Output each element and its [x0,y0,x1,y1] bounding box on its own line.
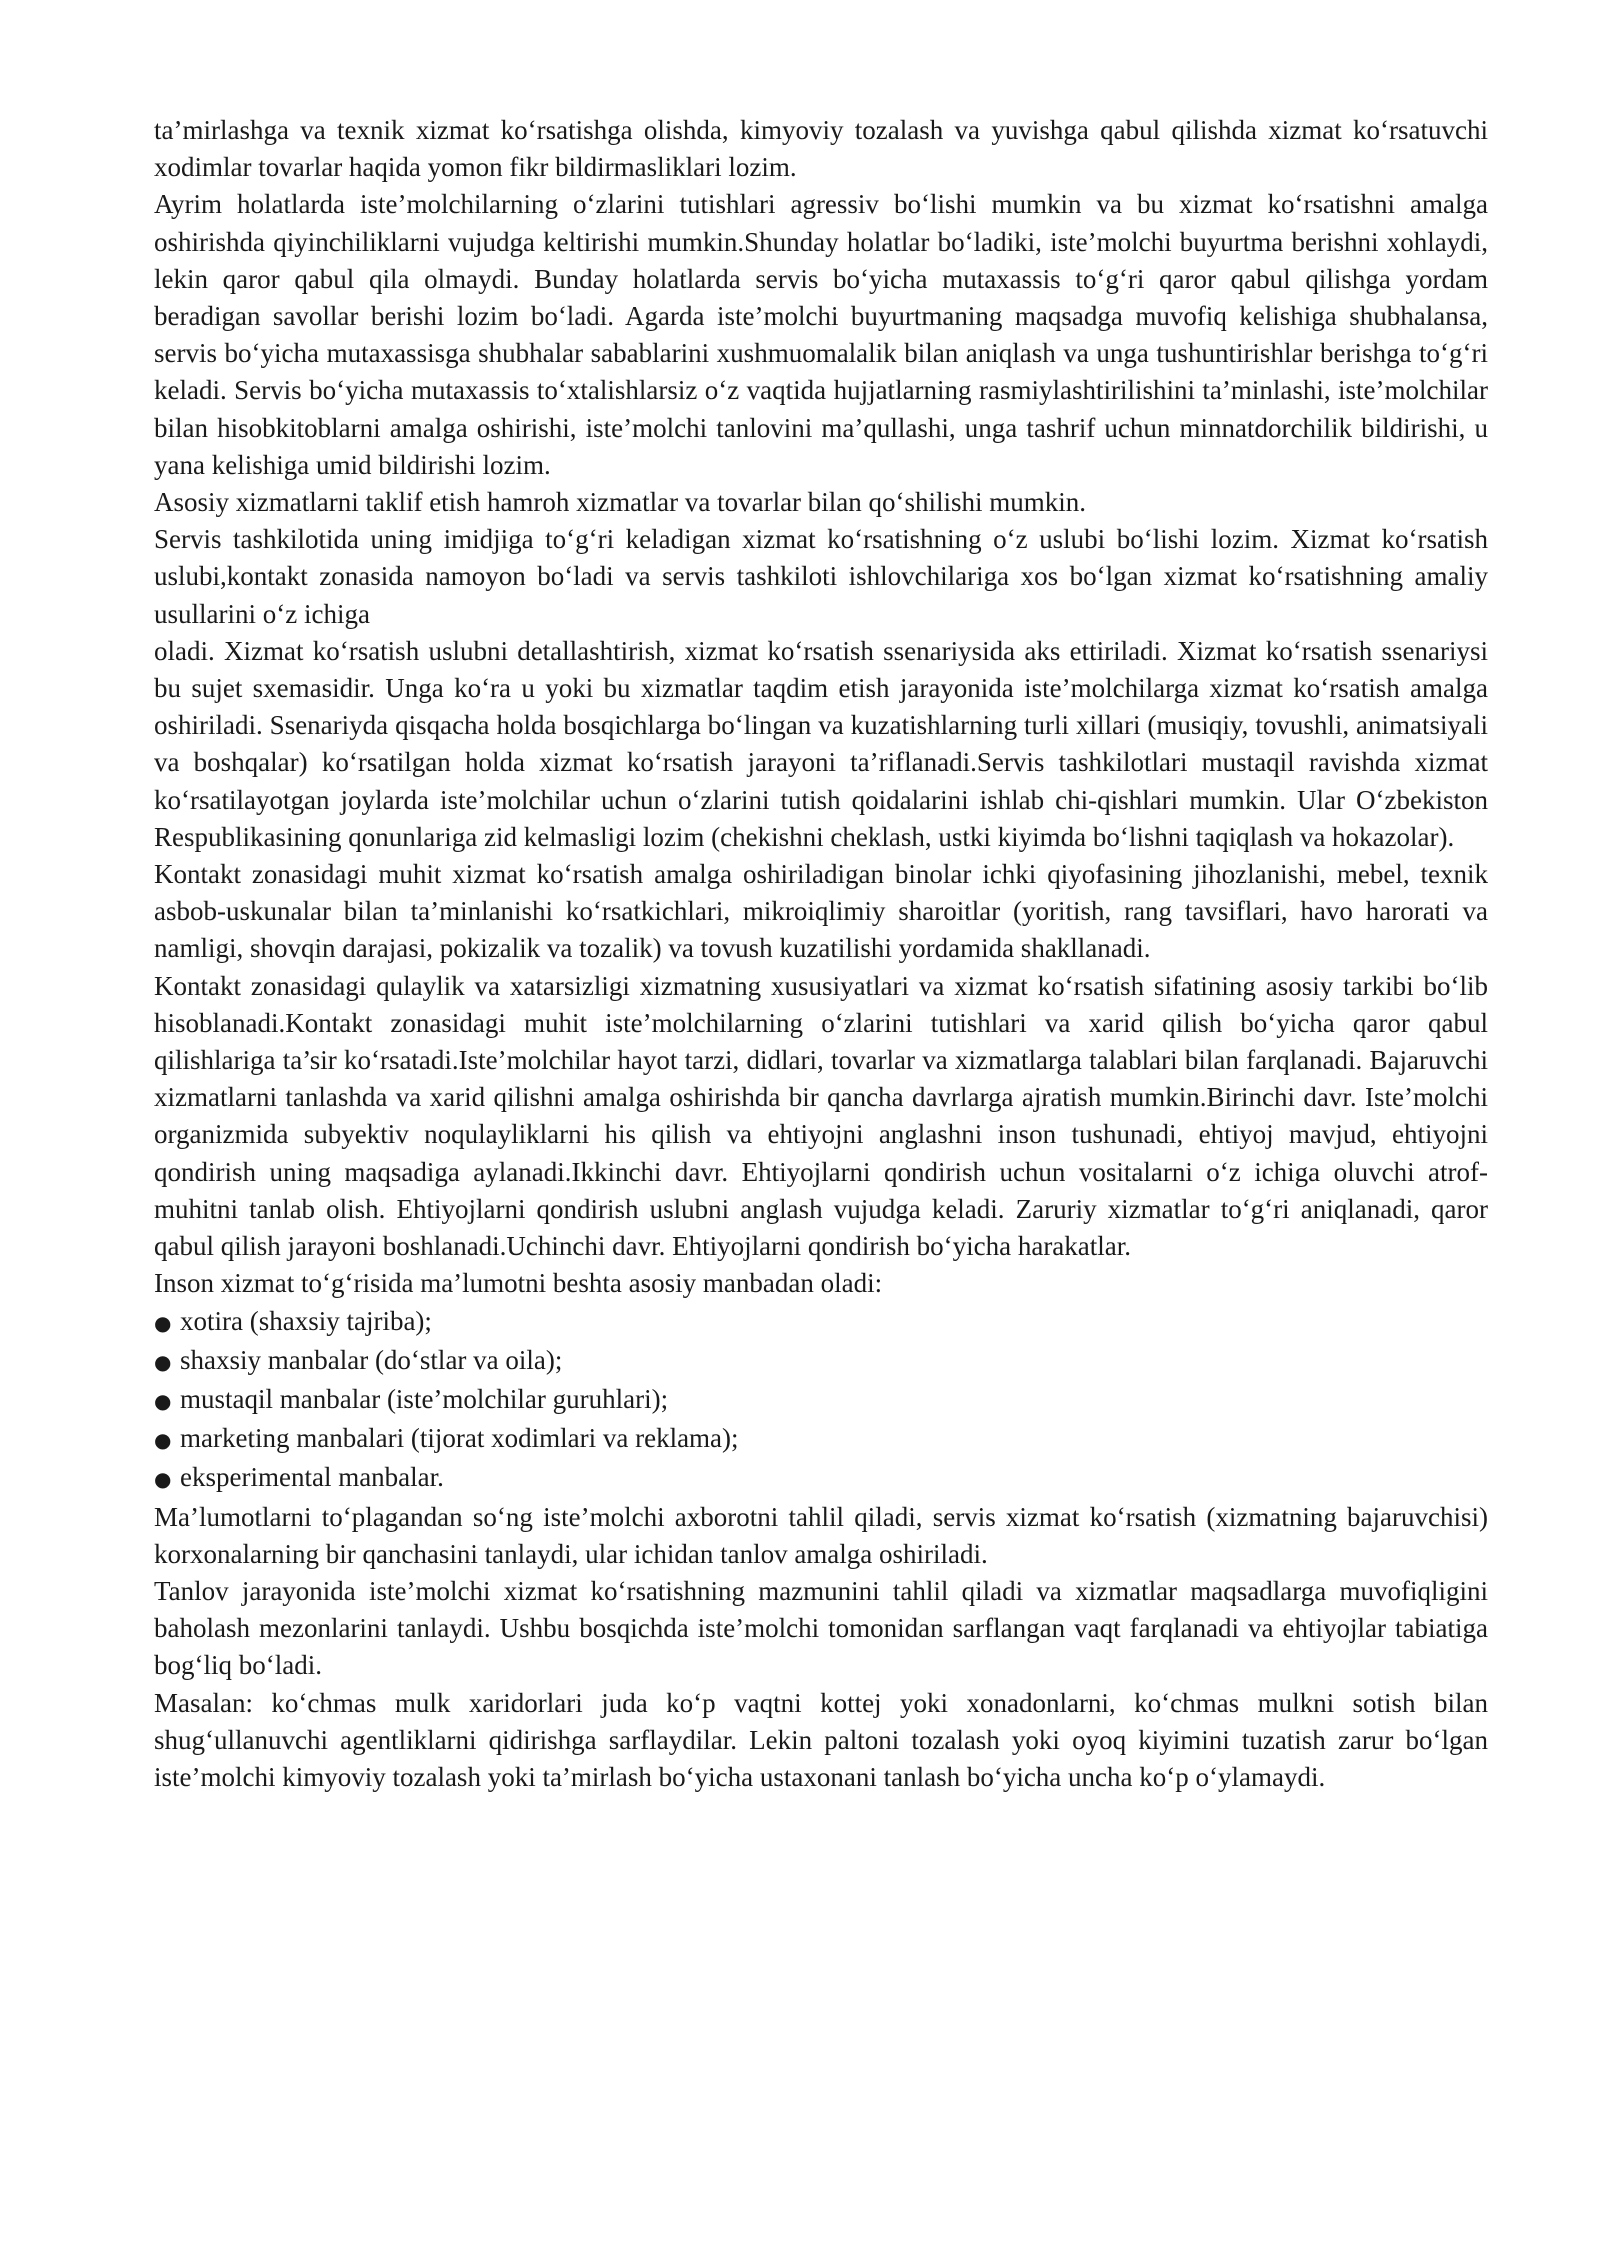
list-item [154,1420,1488,1459]
paragraph: Masalan: ko‘chmas mulk xaridorlari juda ko‘p vaqtni kottej yoki xonadonlarni, ko‘chmas mulkni sotish bilan shug‘ullanuvchi agentliklarni qidirishga sarflaydilar. Lekin paltoni tozalash yoki oyoq kiyimini tuzatish zarur bo‘lgan iste’molchi kimyoviy tozalash yoki ta’mirlash bo‘yicha ustaxonani tanlash bo‘yicha uncha ko‘p o‘ylamaydi. [154,1687,1488,1792]
paragraph: Kontakt zonasidagi muhit xizmat ko‘rsatish amalga oshiriladigan binolar ichki qiyofasining jihozlanishi, mebel, texnik asbob-uskunalar bilan ta’minlanishi ko‘rsatkichlari, mikroiqlimiy sharoitlar (yoritish, rang tavsiflari, havo harorati va namligi, shovqin darajasi, pokizalik va tozalik) va tovush kuzatilishi yordamida shakllanadi. [154,859,1488,964]
list-item-text: xotira (shaxsiy tajriba); [180,1305,432,1336]
list-item [154,1303,1488,1342]
paragraph: Servis tashkilotida uning imidjiga to‘g‘ri keladigan xizmat ko‘rsatishning o‘z uslubi bo‘lishi lozim. Xizmat ko‘rsatish uslubi,kontakt zonasida namoyon bo‘ladi va servis tashkiloti ishlovchilariga xos bo‘lgan xizmat ko‘rsatishning amaliy usullarini o‘z ichiga [154,524,1488,629]
bullet-icon: ● [154,1467,172,1492]
list-item-text: marketing manbalari (tijorat xodimlari va reklama); [180,1423,739,1454]
list-item [154,1342,1488,1381]
list-item-text: eksperimental manbalar. [180,1462,444,1493]
list-item-text: shaxsiy manbalar (do‘stlar va oila); [180,1344,563,1375]
paragraph: Tanlov jarayonida iste’molchi xizmat ko‘rsatishning mazmunini tahlil qiladi va xizmatlar maqsadlarga muvofiqligini baholash mezonlarini tanlaydi. Ushbu bosqichda iste’molchi tomonidan sarflangan vaqt farqlanadi va ehtiyojlar tabiatiga bog‘liq bo‘ladi. [154,1575,1488,1681]
paragraph: Ayrim holatlarda iste’molchilarning o‘zlarini tutishlari agressiv bo‘lishi mumkin va bu xizmat ko‘rsatishni amalga oshirishda qiyinchiliklarni vujudga keltirishi mumkin.Shunday holatlar bo‘ladiki, iste’molchi buyurtma berishni xohlaydi, lekin qaror qabul qila olmaydi. Bunday holatlarda servis bo‘yicha mutaxassis to‘g‘ri qaror qabul qilishga yordam beradigan savollar berishi lozim bo‘ladi. Agarda iste’molchi buyurtmaning maqsadga muvofiq kelishiga shubhalansa, servis bo‘yicha mutaxassisga shubhalar sabablarini xushmuomalalik bilan aniqlash va unga tushuntirishlar berishga to‘g‘ri keladi. Servis bo‘yicha mutaxassis to‘xtalishlarsiz o‘z vaqtida hujjatlarning rasmiylashtirilishini ta’minlashi, iste’molchilar bilan hisobkitoblarni amalga oshirishi, iste’molchi tanlovini ma’qullashi, unga tashrif uchun minnatdorchilik bildirishi, u yana kelishiga umid bildirishi lozim. [154,189,1488,480]
bullet-icon: ● [154,1349,172,1374]
paragraph: Asosiy xizmatlarni taklif etish hamroh xizmatlar va tovarlar bilan qo‘shilishi mumkin. [154,487,1087,518]
list-item [154,1459,1488,1498]
paragraph: Inson xizmat to‘g‘risida ma’lumotni beshta asosiy manbadan oladi: [154,1268,883,1299]
paragraph: oladi. Xizmat ko‘rsatish uslubni detallashtirish, xizmat ko‘rsatish ssenariysida aks ettiriladi. Xizmat ko‘rsatish ssenariysi bu sujet sxemasidir. Unga ko‘ra u yoki bu xizmatlar taqdim etish jarayonida iste’molchilarga xizmat ko‘rsatish amalga oshiriladi. Ssenariyda qisqacha holda bosqichlarga bo‘lingan va kuzatishlarning turli xillari (musiqiy, tovushli, animatsiyali va boshqalar) ko‘rsatilgan holda xizmat ko‘rsatish jarayoni ta’riflanadi.Servis tashkilotlari mustaqil ravishda xizmat ko‘rsatilayotgan joylarda iste’molchilar uchun o‘zlarini tutish qoidalarini ishlab chi-qishlari mumkin. Ular O‘zbekiston Respublikasining qonunlariga zid kelmasligi lozim (chekishni cheklash, ustki kiyimda bo‘lishni taqiqlash va hokazolar). [154,635,1488,852]
paragraph: Ma’lumotlarni to‘plagandan so‘ng iste’molchi axborotni tahlil qiladi, servis xizmat ko‘rsatish (xizmatning bajaruvchisi) korxonalarning bir qanchasini tanlaydi, ular ichidan tanlov amalga oshiriladi. [154,1501,1488,1569]
paragraph: ta’mirlashga va texnik xizmat ko‘rsatishga olishda, kimyoviy tozalash va yuvishga qabul qilishda xizmat ko‘rsatuvchi xodimlar tovarlar haqida yomon fikr bildirmasliklari lozim. [154,115,1488,183]
bullet-icon: ● [154,1428,172,1453]
bullet-icon: ● [154,1310,172,1335]
list-item [154,1381,1488,1420]
list-item-text: mustaqil manbalar (iste’molchilar guruhlari); [180,1383,669,1414]
bullet-icon: ● [154,1388,172,1413]
bullet-list [154,1303,1488,1499]
paragraph: Kontakt zonasidagi qulaylik va xatarsizligi xizmatning xususiyatlari va xizmat ko‘rsatish sifatining asosiy tarkibi bo‘lib hisoblanadi.Kontakt zonasidagi muhit iste’molchilarning o‘zlarini tutishlari va xarid qilish bo‘yicha qaror qabul qilishlariga ta’sir ko‘rsatadi.Iste’molchilar hayot tarzi, didlari, tovarlar va xizmatlarga talablari bilan farqlanadi. Bajaruvchi xizmatlarni tanlashda va xarid qilishni amalga oshirishda bir qancha davrlarga ajratish mumkin.Birinchi davr. Iste’molchi organizmida subyektiv noqulayliklarni his qilish va ehtiyojni anglashni inson tushunadi, ehtiyoj mavjud, ehtiyojni qondirish uning maqsadiga aylanadi.Ikkinchi davr. Ehtiyojlarni qondirish uchun vositalarni o‘z ichiga oluvchi atrof-muhitni tanlab olish. Ehtiyojlarni qondirish uslubni anglash vujudga keladi. Zaruriy xizmatlar to‘g‘ri aniqlanadi, qaror qabul qilish jarayoni boshlanadi.Uchinchi davr. Ehtiyojlarni qondirish bo‘yicha harakatlar. [154,970,1488,1262]
